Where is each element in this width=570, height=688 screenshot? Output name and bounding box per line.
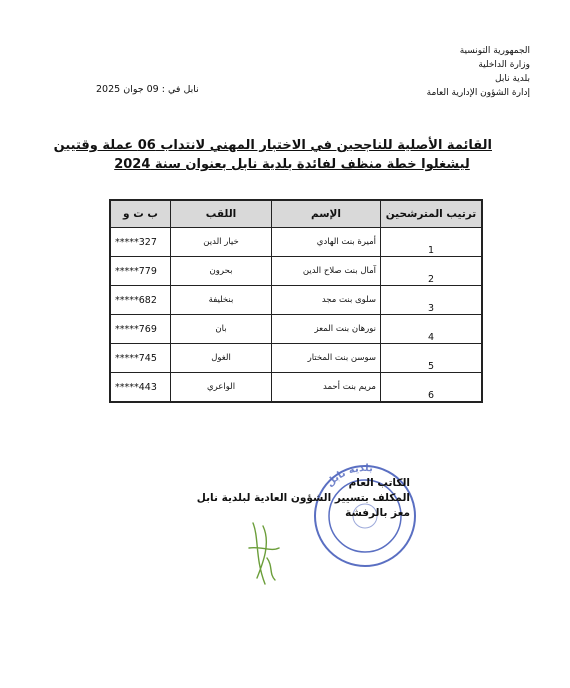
rank-cell: 6 [381, 373, 483, 403]
column-header-cin: ب ت و [110, 200, 171, 228]
rank-cell: 4 [381, 315, 483, 344]
cin-cell: *****779 [110, 257, 171, 286]
cin-cell: *****682 [110, 286, 171, 315]
rank-cell: 2 [381, 257, 483, 286]
signatory-title: الكاتب العام [348, 477, 410, 489]
handwritten-signature [245, 518, 285, 588]
name-cell: آمال بنت صلاح الدين [272, 257, 381, 286]
surname-cell: بان [171, 315, 272, 344]
results-table [109, 199, 483, 403]
cin-cell: *****443 [110, 373, 171, 403]
surname-cell: الغول [171, 344, 272, 373]
document-date: نابل في : 09 جوان 2025 [96, 84, 199, 95]
column-header-name: الإسم [272, 200, 381, 228]
document-title [53, 136, 492, 174]
municipality-label: بلدية نابل [495, 74, 530, 84]
cin-cell: *****327 [110, 228, 171, 257]
rank-cell: 5 [381, 344, 483, 373]
name-cell: أميرة بنت الهادي [272, 228, 381, 257]
surname-cell: الواعري [171, 373, 272, 403]
republic-label: الجمهورية التونسية [459, 46, 530, 56]
surname-cell: خيار الدين [171, 228, 272, 257]
table-row [110, 344, 482, 373]
column-header-rank: ترتيب المترشحين [381, 200, 483, 228]
table-row [110, 373, 482, 403]
table-row [110, 286, 482, 315]
signature-stroke [249, 523, 279, 584]
surname-cell: بحرون [171, 257, 272, 286]
title-line-1: القائمة الأصلية للناجحين في الاختبار المهني لانتداب 06 عملة وقتيين [53, 138, 492, 153]
cin-cell: *****745 [110, 344, 171, 373]
signatory-name: معز بالرفشة [345, 507, 410, 519]
stamp-text: بلدية نابل [324, 462, 374, 490]
surname-cell: بنخليفة [171, 286, 272, 315]
table-row [110, 315, 482, 344]
cin-cell: *****769 [110, 315, 171, 344]
department-label: إدارة الشؤون الإدارية العامة [426, 88, 530, 98]
table-header-row [110, 200, 482, 228]
name-cell: نورهان بنت المعز [272, 315, 381, 344]
signatory-role: المكلف بتسيير الشؤون العادية لبلدية نابل [196, 492, 410, 504]
name-cell: سوسن بنت المختار [272, 344, 381, 373]
table-row [110, 228, 482, 257]
rank-cell: 3 [381, 286, 483, 315]
title-line-2: ليشغلوا خطة منظف لفائدة بلدية نابل بعنوان سنة 2024 [114, 157, 470, 172]
name-cell: مريم بنت أحمد [272, 373, 381, 403]
signature-block [196, 476, 410, 521]
ministry-label: وزارة الداخلية [478, 60, 530, 70]
letterhead [330, 44, 530, 100]
rank-cell: 1 [381, 228, 483, 257]
table-row [110, 257, 482, 286]
column-header-surname: اللقب [171, 200, 272, 228]
name-cell: سلوى بنت مجد [272, 286, 381, 315]
